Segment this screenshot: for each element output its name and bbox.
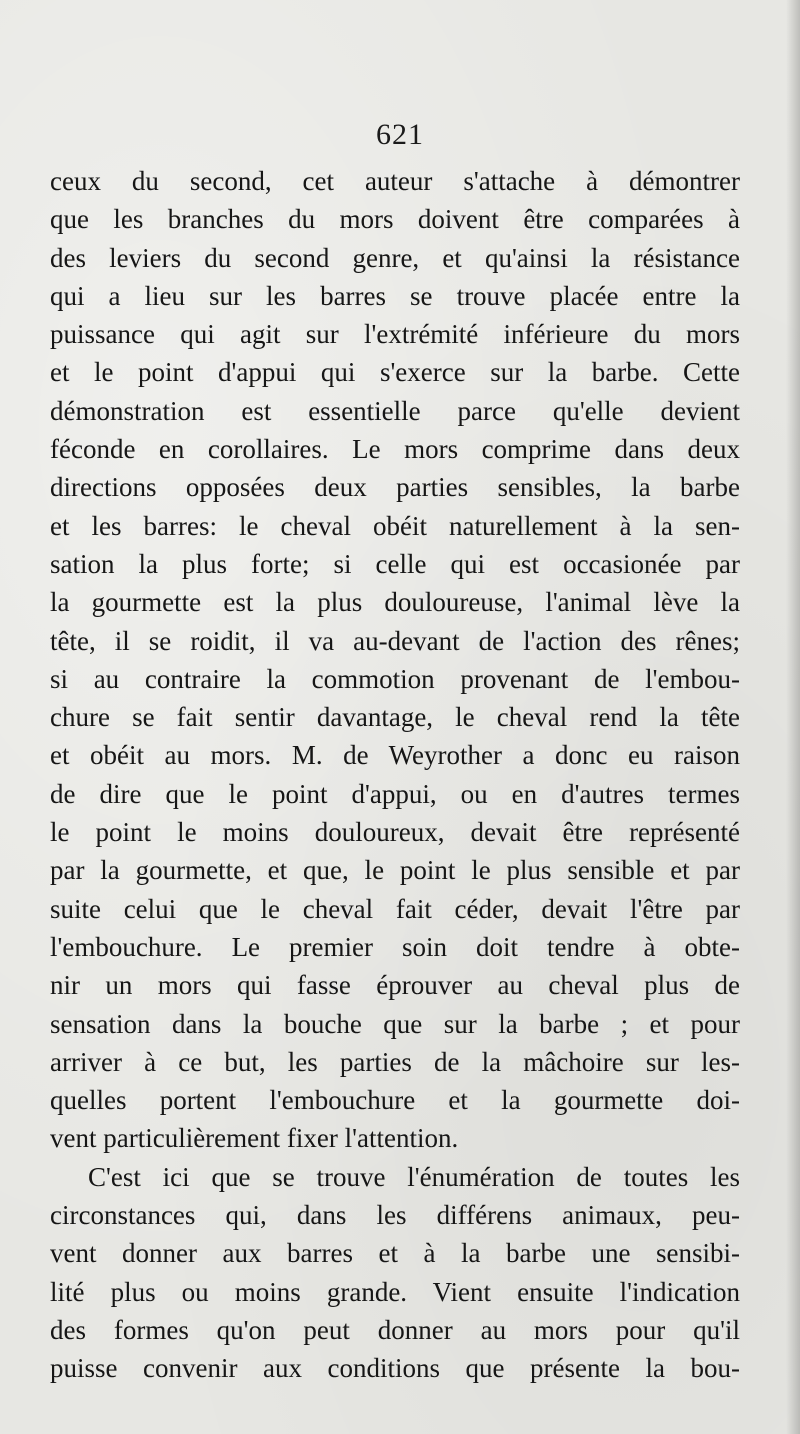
body-text (50, 162, 740, 1388)
text-line: le point le moins douloureux, devait être représenté (50, 817, 740, 848)
text-line: si au contraire la commotion provenant de l'embou- (50, 663, 740, 694)
text-line: par la gourmette, et que, le point le plus sensible et par (50, 855, 740, 886)
text-line: sensation dans la bouche que sur la barbe ; et pour (50, 1008, 740, 1039)
text-line: de dire que le point d'appui, ou en d'autres termes (50, 778, 740, 809)
text-line: arriver à ce but, les parties de la mâchoire sur les- (50, 1046, 740, 1077)
text-line: C'est ici que se trouve l'énumération de toutes les (88, 1161, 740, 1192)
text-line: féconde en corollaires. Le mors comprime dans deux (50, 434, 740, 465)
text-line: vent particulièrement fixer l'attention. (50, 1123, 459, 1154)
text-line: qui a lieu sur les barres se trouve placée entre la (50, 280, 740, 311)
paragraph-2 (50, 1158, 740, 1388)
text-line: des formes qu'on peut donner au mors pour qu'il (50, 1314, 740, 1345)
text-line: des leviers du second genre, et qu'ainsi la résistance (50, 242, 740, 273)
text-line: chure se fait sentir davantage, le cheval rend la tête (50, 702, 740, 733)
text-line: démonstration est essentielle parce qu'elle devient (50, 395, 740, 426)
paragraph-1 (50, 162, 740, 1158)
text-line: lité plus ou moins grande. Vient ensuite l'indication (50, 1276, 740, 1307)
text-line: et le point d'appui qui s'exerce sur la barbe. Cette (50, 357, 740, 388)
text-line: directions opposées deux parties sensibles, la barbe (50, 472, 740, 503)
text-line: vent donner aux barres et à la barbe une sensibi- (50, 1238, 740, 1269)
text-line: et obéit au mors. M. de Weyrother a donc eu raison (50, 740, 740, 771)
text-line: nir un mors qui fasse éprouver au cheval plus de (50, 970, 740, 1001)
page-edge-shadow (786, 0, 800, 1434)
page-number: 621 (376, 118, 424, 151)
text-line: quelles portent l'embouchure et la gourmette doi- (50, 1085, 740, 1116)
text-line: suite celui que le cheval fait céder, devait l'être par (50, 893, 740, 924)
text-line: puissance qui agit sur l'extrémité inférieure du mors (50, 319, 740, 350)
text-line: la gourmette est la plus douloureuse, l'animal lève la (50, 587, 740, 618)
text-line: tête, il se roidit, il va au-devant de l'action des rênes; (50, 625, 740, 656)
text-line: puisse convenir aux conditions que présente la bou- (50, 1353, 740, 1384)
text-line: circonstances qui, dans les différens animaux, peu- (50, 1200, 740, 1231)
text-line: sation la plus forte; si celle qui est occasionée par (50, 548, 740, 579)
text-line: ceux du second, cet auteur s'attache à démontrer (50, 166, 740, 196)
text-line: et les barres: le cheval obéit naturellement à la sen- (50, 510, 740, 541)
text-line: que les branches du mors doivent être comparées à (50, 204, 740, 235)
text-line: l'embouchure. Le premier soin doit tendre à obte- (50, 931, 740, 962)
